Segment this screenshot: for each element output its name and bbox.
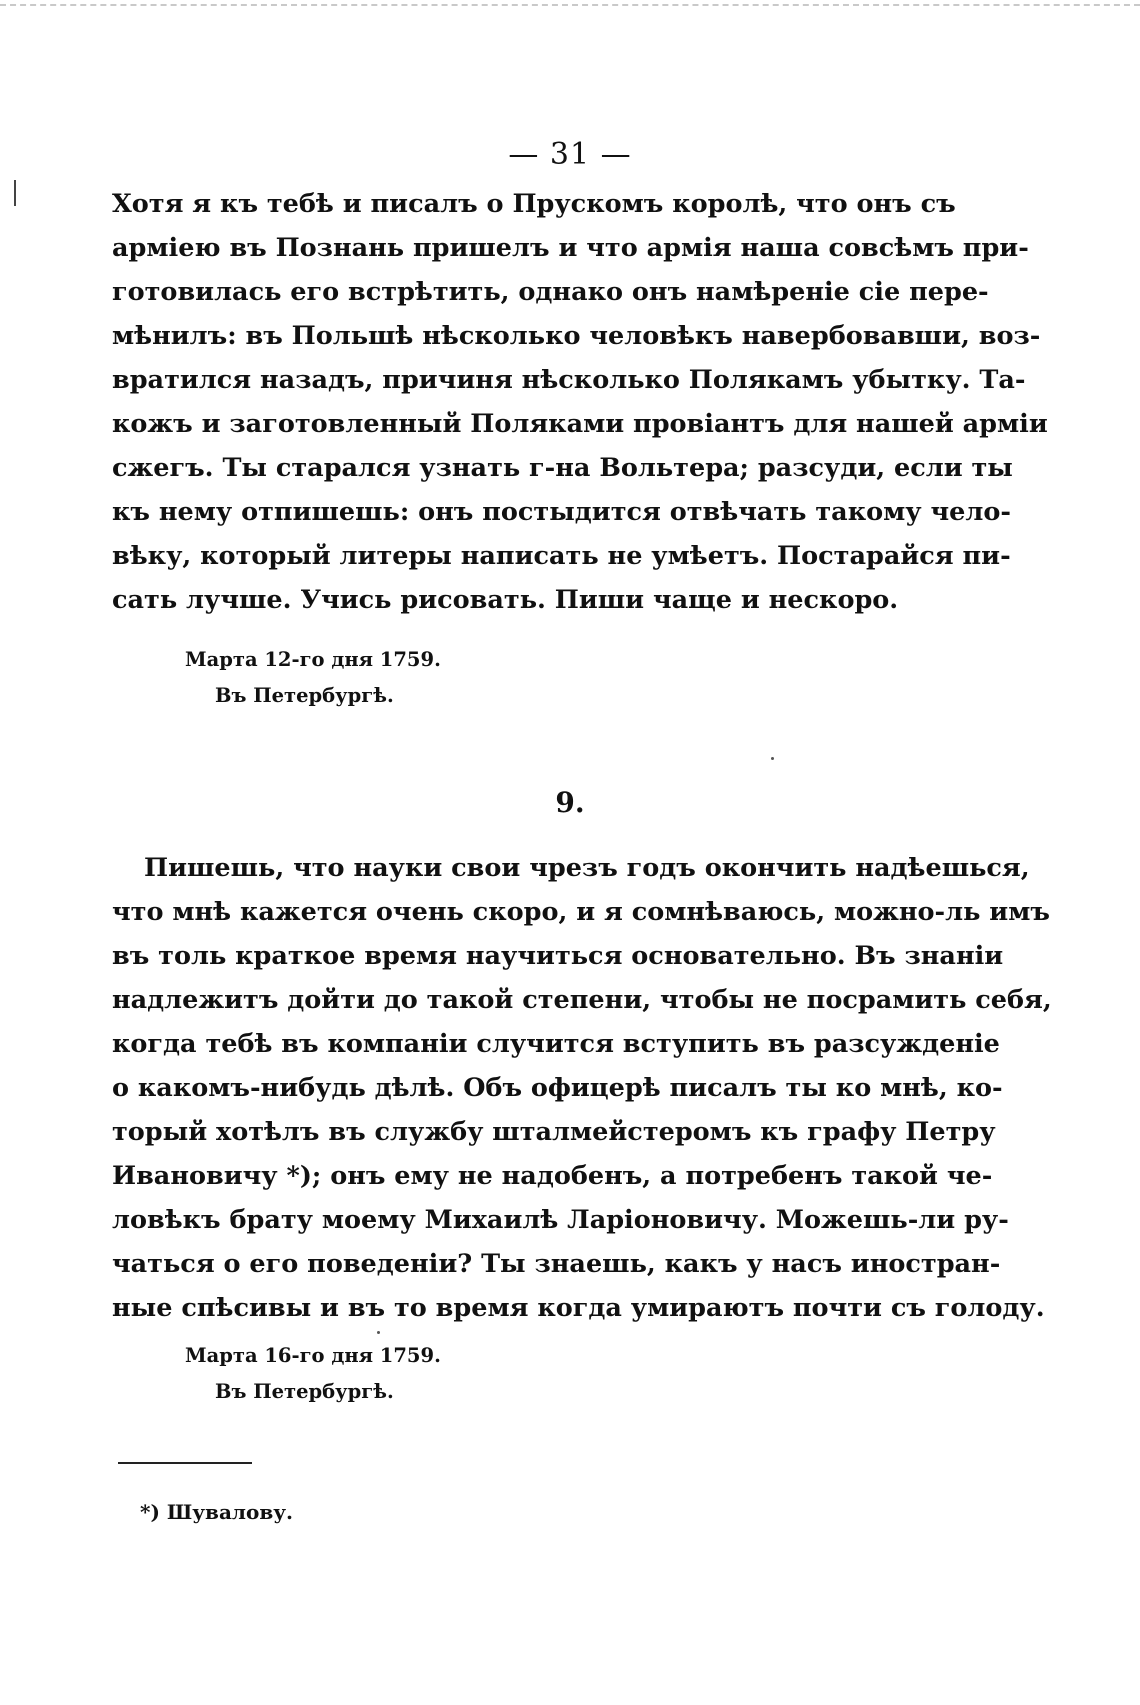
letter-8-line: готовилась его встрѣтить, однако онъ намѣреніе сіе пере- xyxy=(112,277,989,307)
page-number: — 31 — xyxy=(508,137,632,172)
scan-speck xyxy=(771,757,774,760)
letter-9-line: что мнѣ кажется очень скоро, и я сомнѣваюсь, можно-ль имъ xyxy=(112,897,1050,927)
letter-9-line: Ивановичу *); онъ ему не надобенъ, а потребенъ такой че- xyxy=(112,1161,993,1191)
scan-speck xyxy=(377,1331,380,1334)
letter-8-line: сжегъ. Ты старался узнать г-на Вольтера; разсуди, если ты xyxy=(112,453,1013,483)
letter-8-line: вратился назадъ, причиня нѣсколько Полякамъ убытку. Та- xyxy=(112,365,1026,395)
letter-8-line: сать лучше. Учись рисовать. Пиши чаще и нескоро. xyxy=(112,585,899,615)
letter-9-line: надлежитъ дойти до такой степени, чтобы не посрамить себя, xyxy=(112,985,1052,1015)
letter-9-place: Въ Петербургѣ. xyxy=(215,1380,394,1403)
letter-9-line: ные спѣсивы и въ то время когда умираютъ почти съ голоду. xyxy=(112,1293,1045,1323)
letter-9-number: 9. xyxy=(555,786,585,819)
footnote: *) Шувалову. xyxy=(140,1500,294,1524)
letter-8-line: мѣнилъ: въ Польшѣ нѣсколько человѣкъ навербовавши, воз- xyxy=(112,321,1041,351)
scan-top-edge xyxy=(0,4,1140,6)
letter-9-line: въ толь краткое время научиться основательно. Въ знаніи xyxy=(112,941,1004,971)
letter-8-line: арміею въ Познань пришелъ и что армія наша совсѣмъ при- xyxy=(112,233,1029,263)
letter-9-date: Марта 16-го дня 1759. xyxy=(185,1344,441,1367)
letter-8-body xyxy=(112,182,1048,622)
letter-9-line: торый хотѣлъ въ службу шталмейстеромъ къ графу Петру xyxy=(112,1117,996,1147)
letter-9-line: о какомъ-нибудь дѣлѣ. Объ офицерѣ писалъ ты ко мнѣ, ко- xyxy=(112,1073,1003,1103)
letter-8-line: къ нему отпишешь: онъ постыдится отвѣчать такому чело- xyxy=(112,497,1011,527)
letter-9-line: ловѣкъ брату моему Михаилѣ Ларіоновичу. Можешь-ли ру- xyxy=(112,1205,1009,1235)
letter-8-date: Марта 12-го дня 1759. xyxy=(185,648,441,671)
letter-8-line: кожъ и заготовленный Поляками провіантъ для нашей арміи xyxy=(112,409,1048,439)
scan-margin-mark xyxy=(14,180,16,206)
letter-9-line: когда тебѣ въ компаніи случится вступить въ разсужденіе xyxy=(112,1029,1000,1059)
letter-8-place: Въ Петербургѣ. xyxy=(215,684,394,707)
footnote-divider xyxy=(118,1462,252,1464)
letter-9-line: Пишешь, что науки свои чрезъ годъ окончить надѣешься, xyxy=(144,853,1030,883)
letter-9-line: чаться о его поведеніи? Ты знаешь, какъ у насъ иностран- xyxy=(112,1249,1001,1279)
letter-8-line: вѣку, который литеры написать не умѣетъ. Постарайся пи- xyxy=(112,541,1011,571)
letter-8-line: Хотя я къ тебѣ и писалъ о Прускомъ королѣ, что онъ съ xyxy=(112,189,956,219)
letter-9-body xyxy=(112,846,1052,1330)
